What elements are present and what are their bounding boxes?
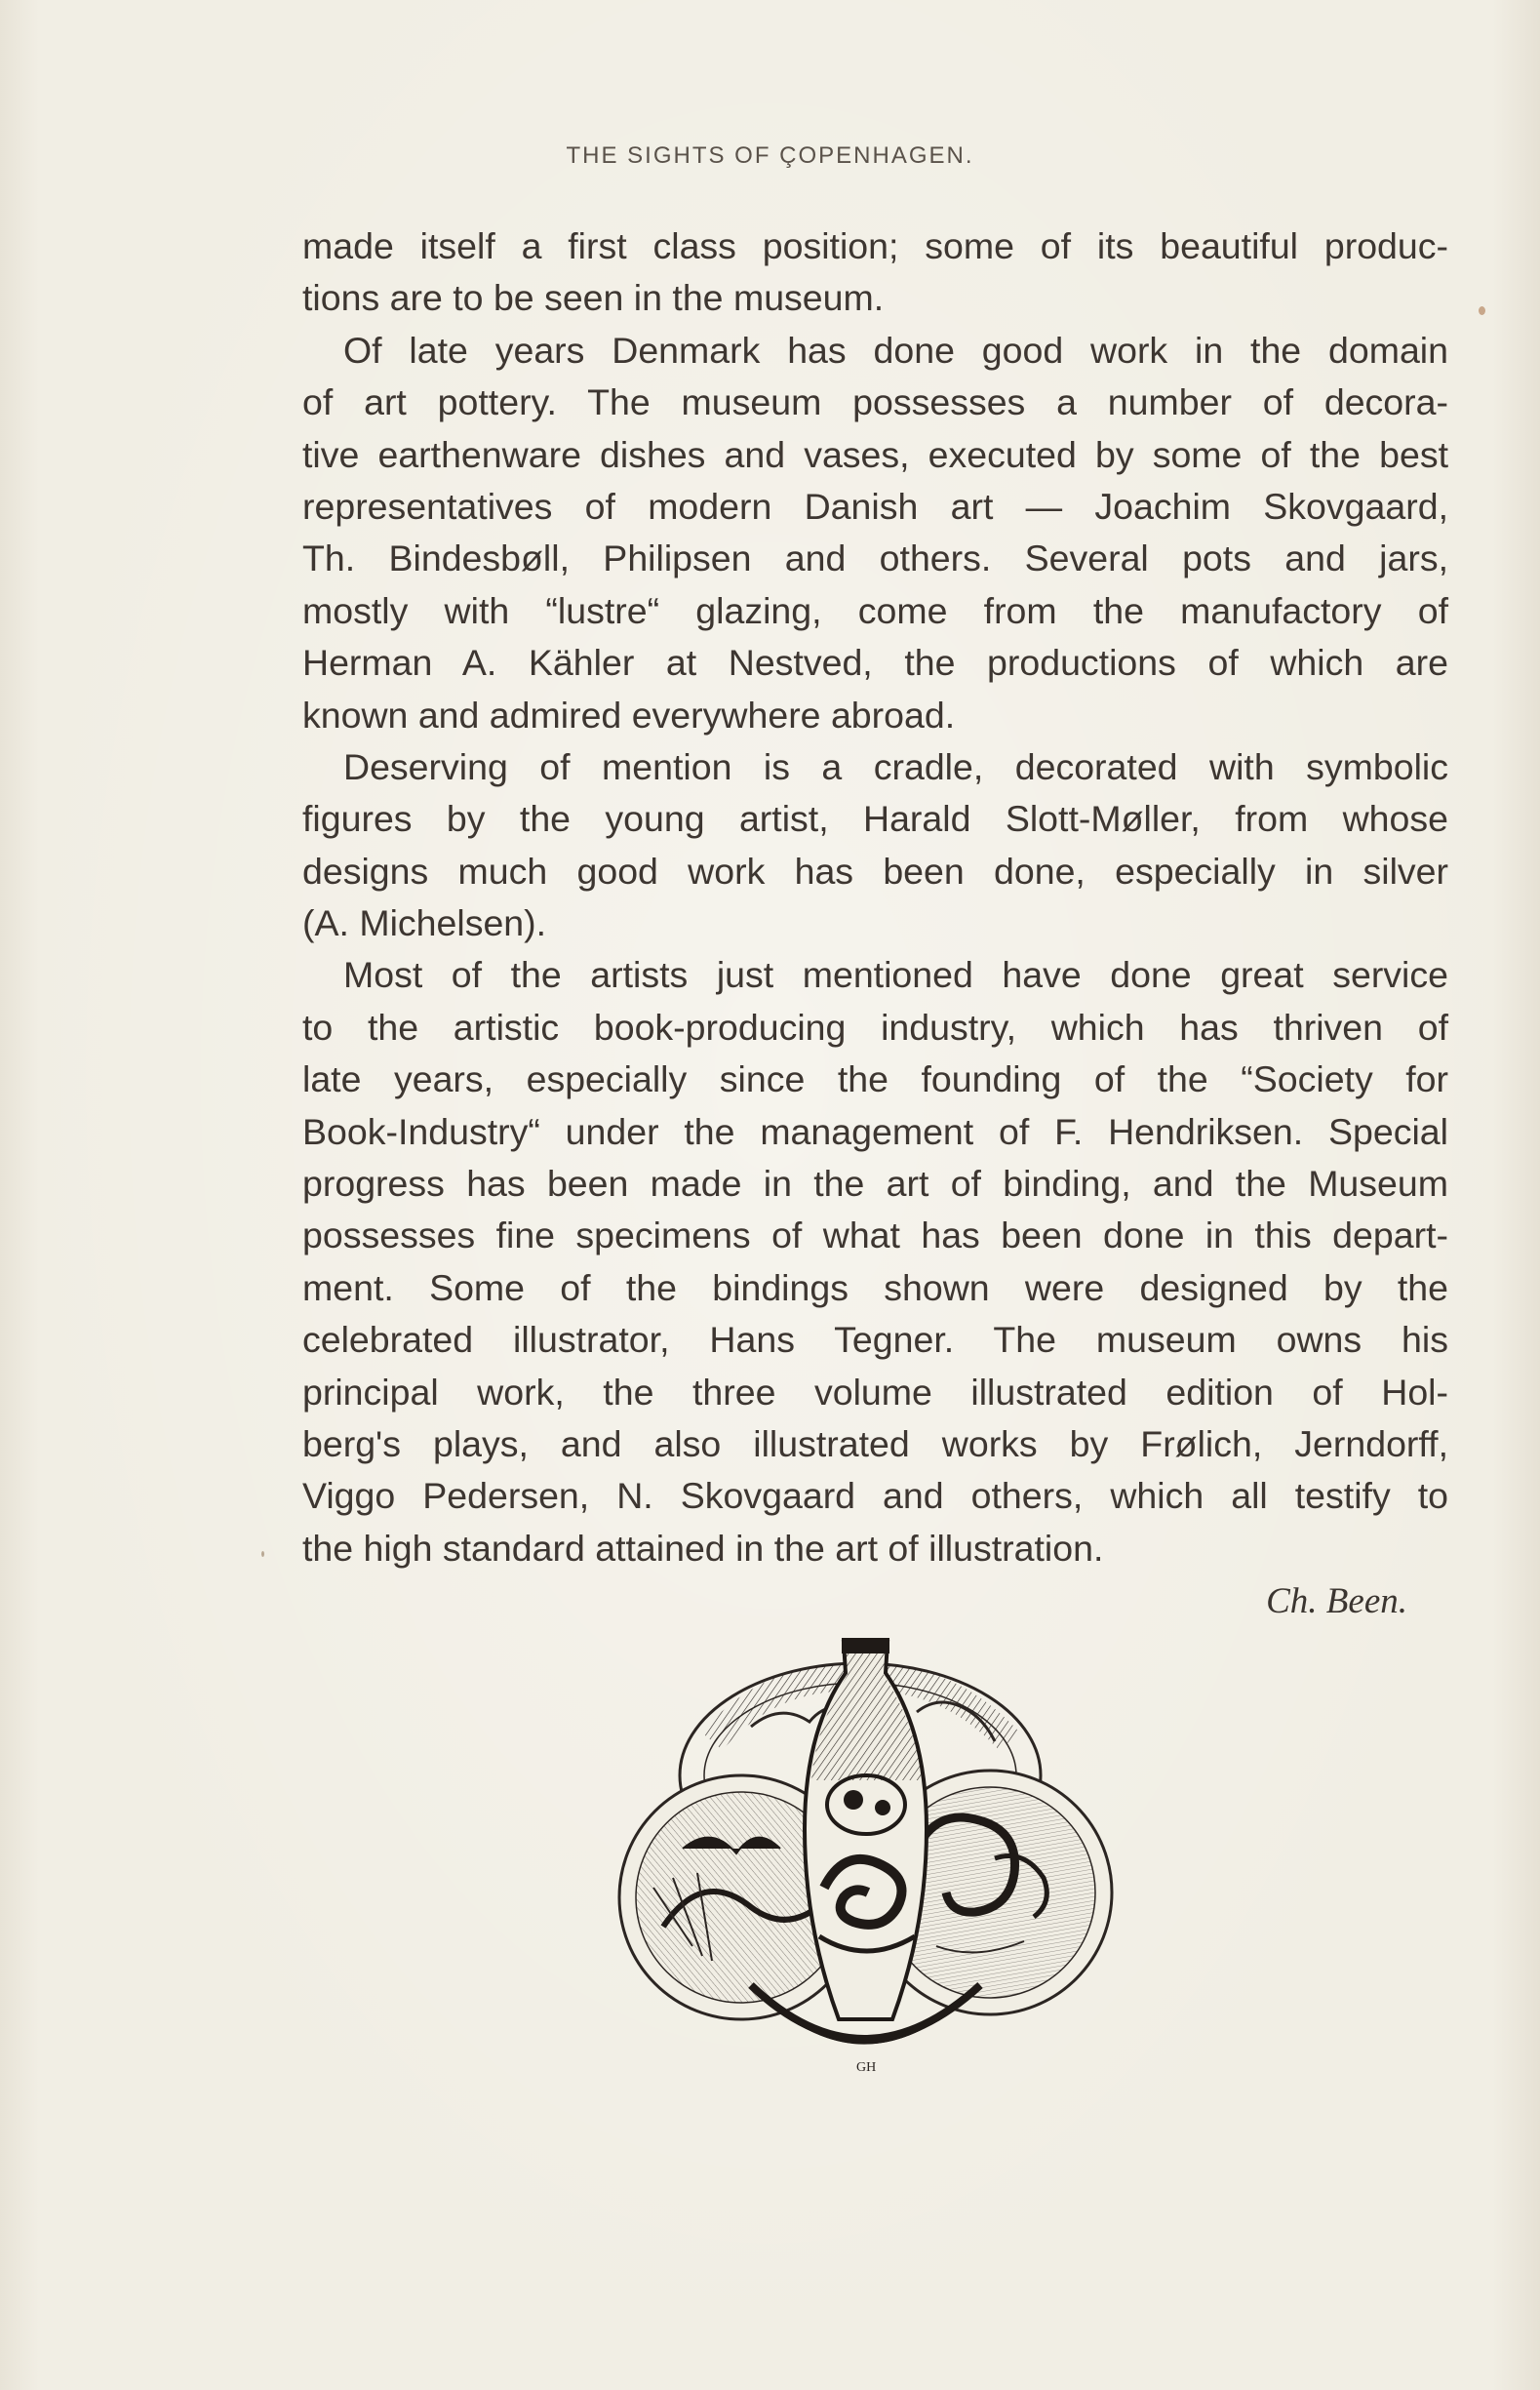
text-line: known and admired everywhere abroad.: [302, 694, 956, 736]
text-line: Of late years Denmark has done good work in the domain: [343, 329, 1448, 371]
text-line: the high standard attained in the art of illustration.: [302, 1527, 1104, 1569]
text-line: progress has been made in the art of binding, and the Museum: [302, 1163, 1448, 1205]
text-line: ment. Some of the bindings shown were designed by the: [302, 1266, 1448, 1308]
monogram: GH: [856, 2060, 877, 2075]
running-head: THE SIGHTS OF ÇOPENHAGEN.: [566, 142, 974, 169]
text-line: figures by the young artist, Harald Slott-Møller, from whose: [302, 798, 1448, 840]
text-line: Book-Industry“ under the management of F. Hendriksen. Special: [302, 1110, 1448, 1152]
text-line: tions are to be seen in the museum.: [302, 277, 885, 319]
text-line: (A. Michelsen).: [302, 902, 547, 944]
text-line: of art pottery. The museum possesses a number of decora-: [302, 381, 1448, 423]
text-line: Deserving of mention is a cradle, decorated with symbolic: [343, 745, 1448, 787]
body-text: [302, 220, 1448, 1574]
text-line: representatives of modern Danish art — Joachim Skovgaard,: [302, 485, 1448, 527]
text-line: celebrated illustrator, Hans Tegner. The museum owns his: [302, 1319, 1448, 1361]
text-line: to the artistic book-producing industry, which has thriven of: [302, 1006, 1448, 1048]
text-line: possesses fine specimens of what has been done in this depart-: [302, 1215, 1448, 1256]
text-line: designs much good work has been done, especially in silver: [302, 850, 1448, 892]
text-line: berg's plays, and also illustrated works by Frølich, Jerndorff,: [302, 1422, 1448, 1464]
text-line: late years, especially since the founding of the “Society for: [302, 1058, 1448, 1100]
text-line: Th. Bindesbøll, Philipsen and others. Several pots and jars,: [302, 538, 1448, 579]
text-line: Most of the artists just mentioned have done great service: [343, 954, 1448, 996]
text-line: mostly with “lustre“ glazing, come from the manufactory of: [302, 589, 1448, 631]
vase-and-plates-engraving-icon: [605, 1634, 1141, 2083]
text-line: tive earthenware dishes and vases, executed by some of the best: [302, 433, 1448, 475]
text-line: principal work, the three volume illustrated edition of Hol-: [302, 1371, 1448, 1413]
text-line: Viggo Pedersen, N. Skovgaard and others, which all testify to: [302, 1475, 1448, 1517]
text-line: made itself a first class position; some of its beautiful produc-: [302, 225, 1448, 266]
author-signature: Ch. Been.: [1266, 1581, 1407, 1621]
text-line: Herman A. Kähler at Nestved, the productions of which are: [302, 642, 1448, 684]
